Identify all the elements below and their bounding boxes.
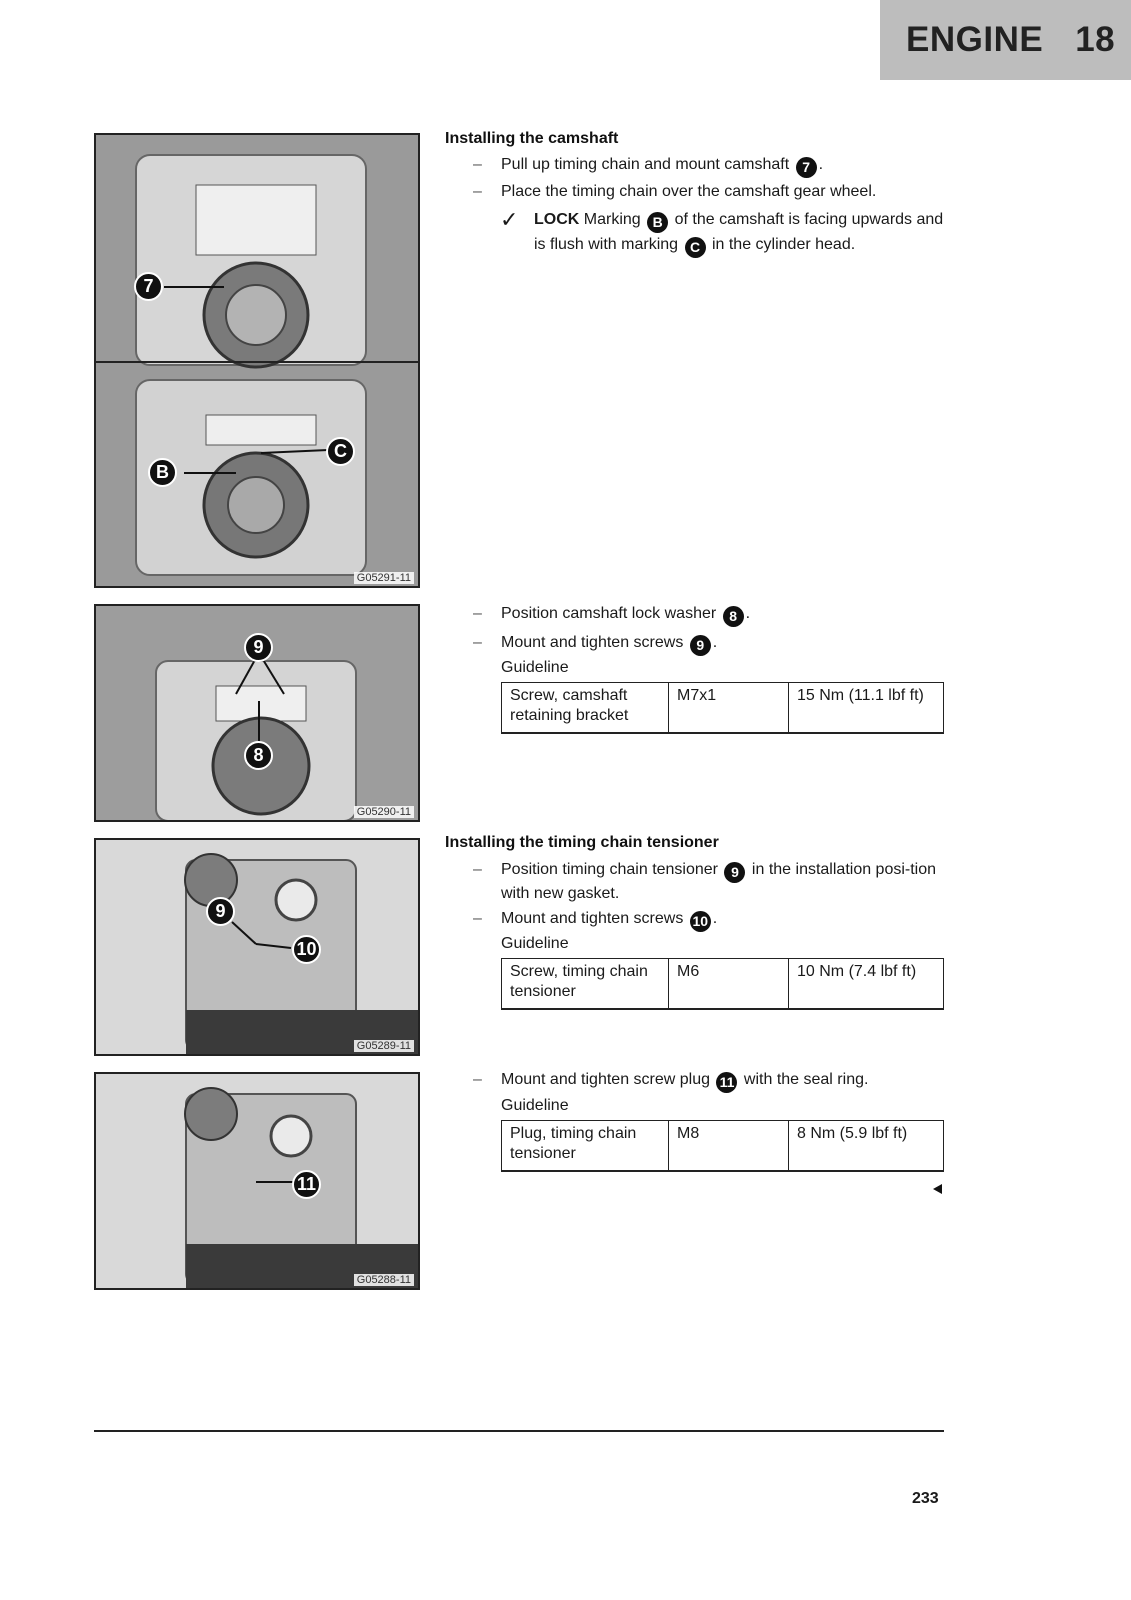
step-text: Position camshaft lock washer <box>501 605 717 622</box>
spec-table <box>501 958 944 1010</box>
callout-10: 10 <box>292 935 321 964</box>
table-row <box>502 1121 944 1172</box>
spec-table <box>501 1120 944 1172</box>
lock-text: of the camshaft is facing upwards and is flush with marking <box>534 211 944 253</box>
end-of-section-icon <box>933 1184 942 1194</box>
chapter-tab <box>880 0 1131 80</box>
callout-b: B <box>148 458 177 487</box>
lock-check <box>500 208 950 258</box>
spec-torque: 10 Nm (7.4 lbf ft) <box>789 959 944 1010</box>
step-position-tensioner: – Position timing chain tensioner 9 in the installation posi-tion with new gasket. <box>473 861 937 902</box>
chapter-number: 18 <box>1075 20 1116 59</box>
ref-badge: 8 <box>723 606 744 627</box>
guideline-label: Guideline <box>501 935 569 952</box>
photo-divider <box>96 361 420 363</box>
spec-thread: M7x1 <box>669 683 789 734</box>
spec-thread: M8 <box>669 1121 789 1172</box>
step-mount-screw-plug: – Mount and tighten screw plug 11 with the seal ring. <box>473 1069 953 1093</box>
step-place-chain: – Place the timing chain over the camshaft gear wheel. <box>473 181 953 202</box>
spec-torque: 8 Nm (5.9 lbf ft) <box>789 1121 944 1172</box>
lock-text: Marking <box>583 211 641 228</box>
spec-name: Screw, timing chain tensioner <box>502 959 669 1010</box>
checkmark-icon: ✓ <box>500 207 519 232</box>
section-heading-camshaft: Installing the camshaft <box>445 130 619 147</box>
step-position-lock-washer: – Position camshaft lock washer 8 . <box>473 603 953 627</box>
spec-name: Plug, timing chain tensioner <box>502 1121 669 1172</box>
figure-lock-washer-photo <box>94 604 420 822</box>
lock-label: LOCK <box>534 211 580 228</box>
spec-table <box>501 682 944 734</box>
guideline-label: Guideline <box>501 659 569 676</box>
step-text: Mount and tighten screws <box>501 910 684 927</box>
footer-rule <box>94 1430 944 1432</box>
ref-badge: 7 <box>796 157 817 178</box>
figure-tensioner-photo <box>94 838 420 1056</box>
chapter-title: ENGINE <box>906 20 1044 59</box>
figure-code: G05290-11 <box>354 806 414 818</box>
step-pull-up-chain: – Pull up timing chain and mount camshaft 7 . <box>473 154 953 178</box>
table-row <box>502 959 944 1010</box>
lock-text: in the cylinder head. <box>711 236 856 253</box>
guideline-label: Guideline <box>501 1097 569 1114</box>
step-mount-tensioner-screws: – Mount and tighten screws 10 . <box>473 908 953 932</box>
spec-name: Screw, camshaft retaining bracket <box>502 683 669 734</box>
figure-code: G05289-11 <box>354 1040 414 1052</box>
step-text: Position timing chain tensioner <box>501 861 719 878</box>
engine-tensioner-illustration <box>96 840 420 1056</box>
figure-camshaft-photo <box>94 133 420 588</box>
callout-c: C <box>326 437 355 466</box>
ref-badge: 11 <box>716 1072 737 1093</box>
ref-badge: 9 <box>690 635 711 656</box>
step-text: Mount and tighten screws <box>501 634 684 651</box>
section-heading-tensioner: Installing the timing chain tensioner <box>445 834 719 851</box>
step-mount-screws: – Mount and tighten screws 9 . <box>473 632 953 656</box>
callout-9: 9 <box>206 897 235 926</box>
step-text: Pull up timing chain and mount camshaft <box>501 156 790 173</box>
step-text: in the installation posi-tion with new gasket. <box>501 861 937 902</box>
engine-screw-plug-illustration <box>96 1074 420 1290</box>
table-row <box>502 683 944 734</box>
step-text: Mount and tighten screw plug <box>501 1071 711 1088</box>
ref-badge: 10 <box>690 911 711 932</box>
spec-torque: 15 Nm (11.1 lbf ft) <box>789 683 944 734</box>
step-text: Place the timing chain over the camshaft gear wheel. <box>501 183 877 200</box>
callout-11: 11 <box>292 1170 321 1199</box>
ref-badge: C <box>685 237 706 258</box>
ref-badge: 9 <box>724 862 745 883</box>
figure-code: G05291-11 <box>354 572 414 584</box>
figure-code: G05288-11 <box>354 1274 414 1286</box>
spec-thread: M6 <box>669 959 789 1010</box>
callout-7: 7 <box>134 272 163 301</box>
figure-screw-plug-photo <box>94 1072 420 1290</box>
ref-badge: B <box>647 212 668 233</box>
step-text: with the seal ring. <box>743 1071 869 1088</box>
page-number: 233 <box>912 1490 939 1507</box>
callout-9: 9 <box>244 633 273 662</box>
callout-8: 8 <box>244 741 273 770</box>
